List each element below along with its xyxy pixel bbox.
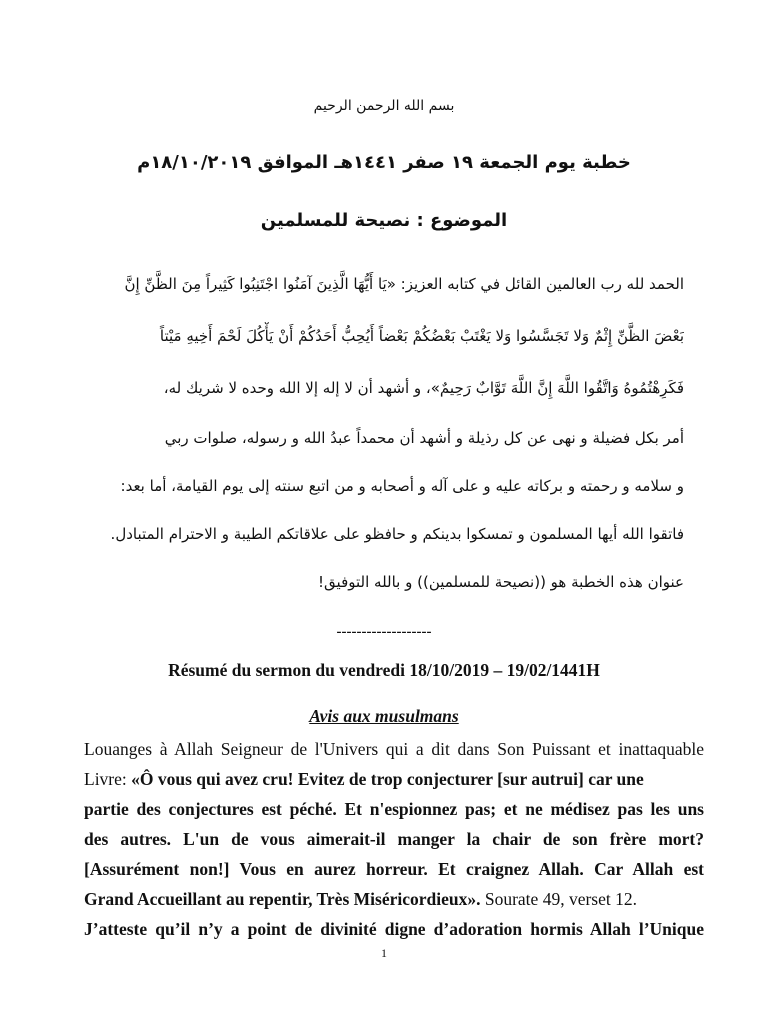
french-line-2 [84, 764, 704, 794]
french-line-1: Louanges à Allah Seigneur de l'Univers qui a dit dans Son Puissant et inattaquable [84, 739, 704, 759]
arabic-line-5: و سلامه و رحمته و بركاته عليه و على آله و أصحابه و من اتبع سنته إلى يوم القيامة، أما بعد: [120, 477, 684, 495]
section-separator: ------------------- [336, 624, 432, 640]
resume-title: Résumé du sermon du vendredi 18/10/2019 – 19/02/1441H [168, 660, 600, 680]
french-line-5: [Assurément non!] Vous en aurez horreur. Et craignez Allah. Car Allah est [84, 859, 704, 879]
arabic-line-4: أمر بكل فضيلة و نهى عن كل رذيلة و أشهد أن محمداً عبدُ الله و رسوله، صلوات ربي [164, 429, 684, 447]
french-line-2-prefix: Livre: [84, 769, 132, 789]
arabic-line-7: عنوان هذه الخطبة هو ((نصيحة للمسلمين)) و بالله التوفيق! [318, 573, 684, 591]
quran-quote-start: «Ô vous qui avez cru! Evitez de trop conjecturer [sur autrui] car une [131, 769, 644, 789]
french-line-7: J’atteste qu’il n’y a point de divinité digne d’adoration hormis Allah l’Unique [84, 919, 704, 939]
french-line-4: des autres. L'un de vous aimerait-il manger la chair de son frère mort? [84, 829, 704, 849]
arabic-line-2: بَعْضَ الظَّنِّ إِثْمٌ وَلا تَجَسَّسُوا وَلا يَغْتَبْ بَعْضُكُمْ بَعْضاً أَيُحِبُّ أَحَدُكُمْ أَنْ يَأْكُلَ لَحْمَ أَخِيهِ مَيْتاً [159, 327, 684, 345]
french-line-3: partie des conjectures est péché. Et n'espionnez pas; et ne médisez pas les uns [84, 799, 704, 819]
arabic-line-1: الحمد لله رب العالمين القائل في كتابه العزيز: «يَا أَيُّهَا الَّذِينَ آمَنُوا اجْتَنِبُوا كَثِيراً مِنَ الظَّنِّ إِنَّ [124, 275, 684, 293]
page-number: 1 [381, 946, 387, 960]
sura-reference: Sourate 49, verset 12. [480, 889, 637, 909]
arabic-line-6: فاتقوا الله أيها المسلمون و تمسكوا بدينكم و حافظو على علاقاتكم الطيبة و الاحترام المتبادل. [110, 525, 684, 543]
french-line-6 [84, 884, 704, 914]
basmala: بسم الله الرحمن الرحيم [313, 98, 455, 114]
resume-subtitle: Avis aux musulmans [309, 706, 459, 726]
sermon-subject: الموضوع : نصيحة للمسلمين [260, 210, 508, 231]
sermon-title: خطبة يوم الجمعة ١٩ صفر ١٤٤١هـ الموافق ١٨/١٠/٢٠١٩م [137, 152, 631, 173]
quran-quote-end: Grand Accueillant au repentir, Très Miséricordieux». [84, 889, 481, 909]
arabic-line-3: فَكَرِهْتُمُوهُ وَاتَّقُوا اللَّهَ إِنَّ اللَّهَ تَوَّابٌ رَحِيمٌ»، و أشهد أن لا إله إلا الله وحده لا شريك له، [163, 379, 684, 397]
